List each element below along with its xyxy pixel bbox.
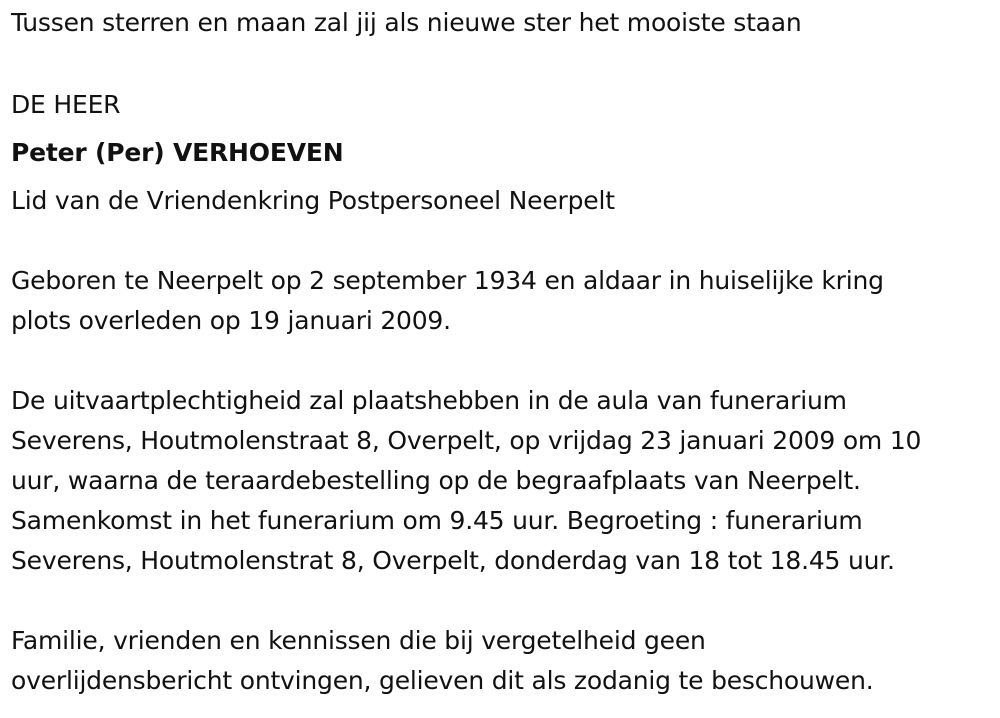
deceased-name: Peter (Per) VERHOEVEN [11, 138, 344, 167]
ceremony-line-3: uur, waarna de teraardebestelling op de begraafplaats van Neerpelt. [11, 466, 861, 495]
closing-line-1: Familie, vrienden en kennissen die bij vergetelheid geen [11, 626, 706, 655]
ceremony-line-4: Samenkomst in het funerarium om 9.45 uur. Begroeting : funerarium [11, 506, 863, 535]
ceremony-line-2: Severens, Houtmolenstraat 8, Overpelt, op vrijdag 23 januari 2009 om 10 [11, 426, 922, 455]
ceremony-line-5: Severens, Houtmolenstrat 8, Overpelt, donderdag van 18 tot 18.45 uur. [11, 546, 895, 575]
birth-death-line-1: Geboren te Neerpelt op 2 september 1934 en aldaar in huiselijke kring [11, 266, 884, 295]
membership-line: Lid van de Vriendenkring Postpersoneel Neerpelt [11, 186, 615, 215]
honorific: DE HEER [11, 90, 121, 119]
ceremony-line-1: De uitvaartplechtigheid zal plaatshebben in de aula van funerarium [11, 386, 847, 415]
closing-line-2: overlijdensbericht ontvingen, gelieven dit als zodanig te beschouwen. [11, 666, 874, 695]
motto: Tussen sterren en maan zal jij als nieuwe ster het mooiste staan [11, 8, 802, 37]
birth-death-line-2: plots overleden op 19 januari 2009. [11, 306, 451, 335]
